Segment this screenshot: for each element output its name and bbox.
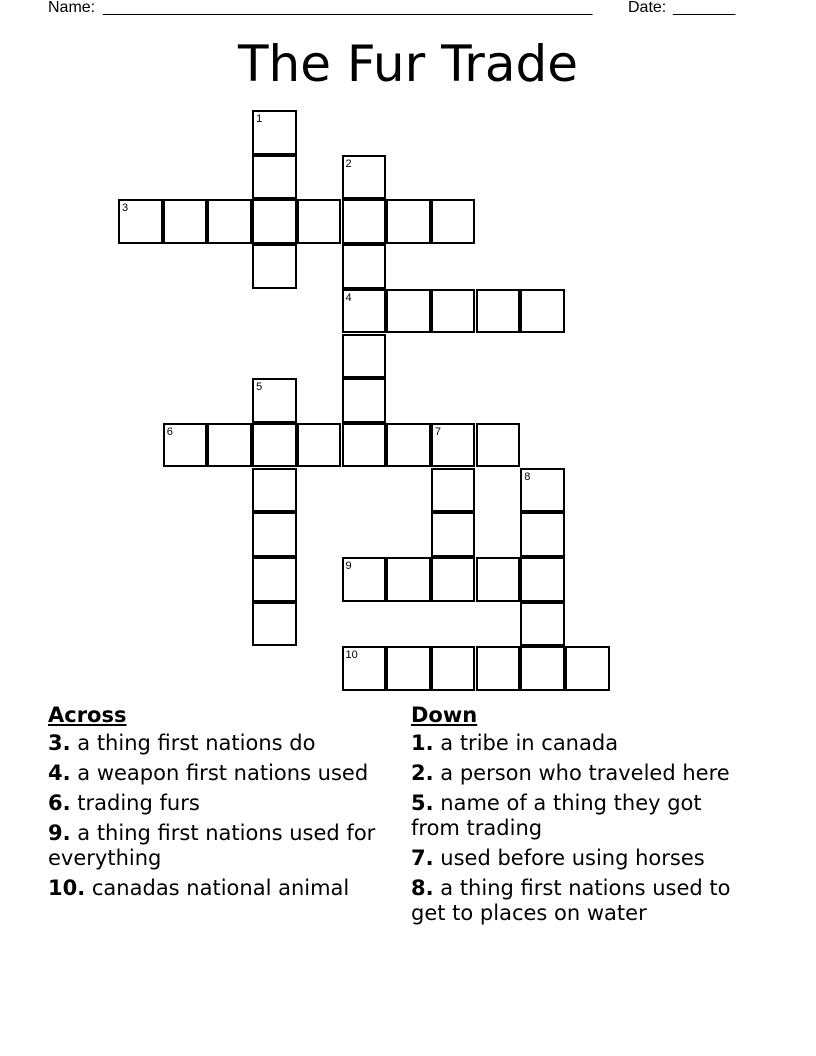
clue-text: a thing first nations used to get to places on water <box>411 876 731 925</box>
clue-text: a thing first nations used for everything <box>48 821 376 870</box>
crossword-cell[interactable] <box>431 199 476 244</box>
clue-text: name of a thing they got from trading <box>411 791 702 840</box>
crossword-cell[interactable] <box>207 423 252 468</box>
crossword-cell[interactable] <box>252 468 297 513</box>
crossword-cell[interactable] <box>207 199 252 244</box>
clue-number: 2. <box>411 761 434 785</box>
crossword-cell[interactable] <box>252 244 297 289</box>
crossword-cell[interactable] <box>252 110 297 155</box>
down-clues <box>411 703 751 931</box>
crossword-cell[interactable] <box>520 557 565 602</box>
across-heading: Across <box>48 703 127 727</box>
cell-number: 8 <box>524 470 531 483</box>
cell-number: 10 <box>345 649 358 662</box>
crossword-cell[interactable] <box>520 289 565 334</box>
crossword-cell[interactable] <box>431 557 476 602</box>
clue-across-9 <box>48 821 388 871</box>
crossword-cell[interactable] <box>386 646 431 691</box>
crossword-cell[interactable] <box>431 468 476 513</box>
crossword-cell[interactable] <box>431 512 476 557</box>
crossword-cell[interactable] <box>476 557 521 602</box>
clue-across-10 <box>48 876 388 901</box>
crossword-cell[interactable] <box>386 199 431 244</box>
name-label: Name: <box>48 0 96 16</box>
clue-text: a thing first nations do <box>77 731 316 755</box>
crossword-cell[interactable] <box>520 602 565 647</box>
clue-across-3 <box>48 731 388 756</box>
clue-text: a person who traveled here <box>440 761 730 785</box>
clue-number: 6. <box>48 791 71 815</box>
crossword-cell[interactable] <box>520 512 565 557</box>
crossword-cell[interactable] <box>520 646 565 691</box>
crossword-cell[interactable] <box>342 334 387 379</box>
crossword-cell[interactable] <box>476 289 521 334</box>
clue-across-6 <box>48 791 388 816</box>
clue-across-4 <box>48 761 388 786</box>
crossword-cell[interactable] <box>342 289 387 334</box>
date-field[interactable]: _______ <box>673 0 736 16</box>
crossword-cell[interactable] <box>342 646 387 691</box>
crossword-cell[interactable] <box>386 557 431 602</box>
crossword-cell[interactable] <box>252 602 297 647</box>
crossword-cell[interactable] <box>252 199 297 244</box>
crossword-cell[interactable] <box>297 423 342 468</box>
cell-number: 7 <box>434 425 442 438</box>
clue-number: 10. <box>48 876 86 900</box>
crossword-cell[interactable] <box>431 289 476 334</box>
crossword-cell[interactable] <box>386 423 431 468</box>
crossword-cell[interactable] <box>163 423 208 468</box>
crossword-cell[interactable] <box>118 199 163 244</box>
clue-number: 4. <box>48 761 71 785</box>
crossword-cell[interactable] <box>252 155 297 200</box>
clue-down-8 <box>411 876 751 926</box>
crossword-cell[interactable] <box>252 378 297 423</box>
down-heading: Down <box>411 703 478 727</box>
cell-number: 9 <box>345 560 352 572</box>
clue-number: 1. <box>411 731 434 755</box>
clue-number: 9. <box>48 821 71 845</box>
crossword-cell[interactable] <box>476 646 521 691</box>
crossword-cell[interactable] <box>252 423 297 468</box>
crossword-cell[interactable] <box>252 512 297 557</box>
page-title: The Fur Trade <box>238 35 578 93</box>
crossword-cell[interactable] <box>342 199 387 244</box>
crossword-cell[interactable] <box>520 468 565 513</box>
clue-number: 7. <box>411 846 434 870</box>
crossword-cell[interactable] <box>476 423 521 468</box>
clue-number: 3. <box>48 731 71 755</box>
crossword-cell[interactable] <box>431 646 476 691</box>
clue-down-2 <box>411 761 751 786</box>
date-label: Date: <box>628 0 667 16</box>
cell-number: 4 <box>345 291 352 304</box>
clue-down-5 <box>411 791 751 841</box>
crossword-cell[interactable] <box>342 557 387 602</box>
clue-text: used before using horses <box>440 846 705 870</box>
clue-down-7 <box>411 846 751 871</box>
crossword-cell[interactable] <box>342 378 387 423</box>
name-field[interactable]: _______________________________________________________ <box>103 0 593 16</box>
clue-number: 5. <box>411 791 434 815</box>
cell-number: 2 <box>345 157 352 170</box>
crossword-cell[interactable] <box>163 199 208 244</box>
crossword-cell[interactable] <box>565 646 610 691</box>
clue-number: 8. <box>411 876 434 900</box>
clue-text: a weapon first nations used <box>77 761 369 785</box>
cell-number: 5 <box>256 381 263 394</box>
crossword-cell[interactable] <box>297 199 342 244</box>
cell-number: 1 <box>256 113 263 125</box>
crossword-cell[interactable] <box>342 423 387 468</box>
crossword-cell[interactable] <box>386 289 431 334</box>
crossword-cell[interactable] <box>342 155 387 200</box>
cell-number: 3 <box>122 202 129 215</box>
across-clues <box>48 703 388 906</box>
cell-number: 6 <box>166 425 173 438</box>
crossword-cell[interactable] <box>342 244 387 289</box>
crossword-cell[interactable] <box>252 557 297 602</box>
clue-text: a tribe in canada <box>440 731 619 755</box>
clue-text: trading furs <box>77 791 200 815</box>
clue-text: canadas national animal <box>91 876 350 900</box>
crossword-cell[interactable] <box>431 423 476 468</box>
clue-down-1 <box>411 731 751 756</box>
